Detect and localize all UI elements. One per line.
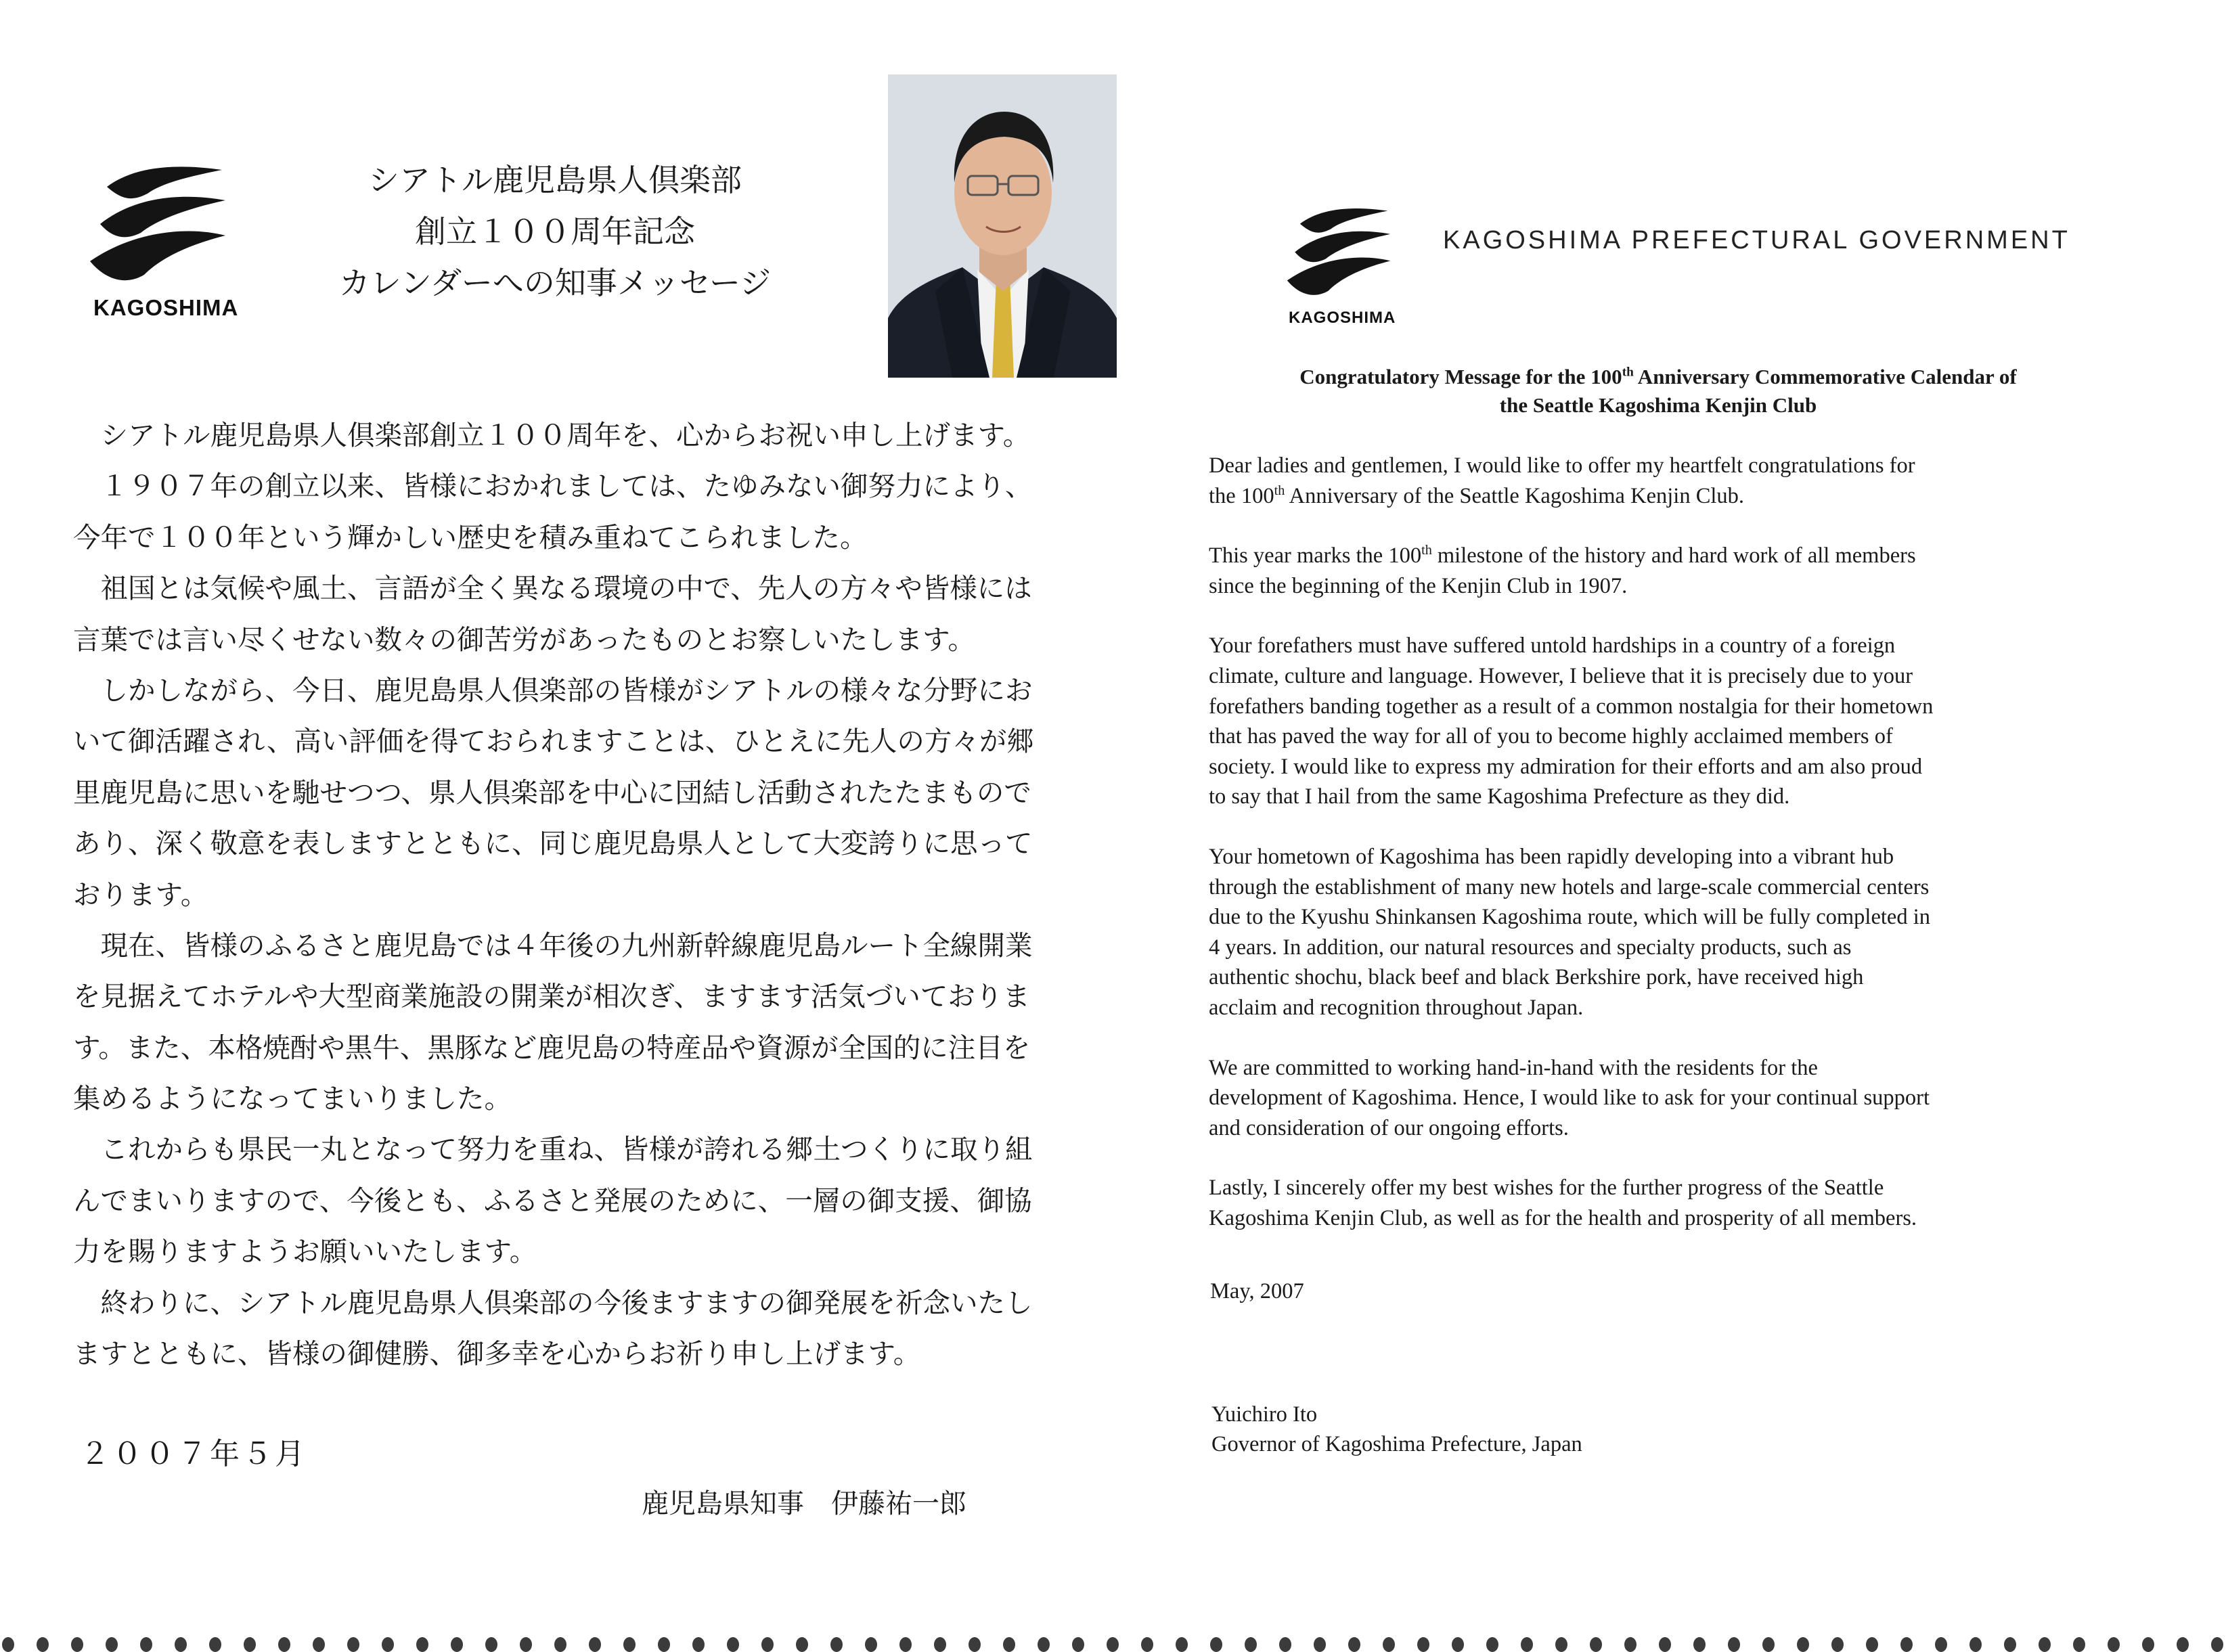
- binding-ring: [1590, 1637, 1602, 1652]
- kagoshima-logo-icon: [87, 160, 229, 288]
- binding-ring: [969, 1637, 981, 1652]
- en-paragraph: [1209, 1173, 2089, 1233]
- jp-body-line: んでまいりますので、今後とも、ふるさと発展のために、一層の御支援、御協: [73, 1184, 1032, 1217]
- en-line: development of Kagoshima. Hence, I would like to ask for your continual support: [1209, 1086, 1930, 1111]
- binding-ring: [796, 1637, 808, 1652]
- binding-ring: [2108, 1637, 2120, 1652]
- binding-ring: [2039, 1637, 2051, 1652]
- jp-title-line: シアトル鹿児島県人倶楽部: [368, 162, 742, 198]
- en-paragraph: [1209, 631, 2089, 812]
- binding-ring: [1107, 1637, 1119, 1652]
- jp-body-line: あり、深く敬意を表しますとともに、同じ鹿児島県人として大変誇りに思って: [73, 827, 1033, 860]
- en-line: through the establishment of many new hotels and large-scale commercial centers: [1209, 874, 1930, 899]
- en-line: the 100: [1209, 483, 1274, 508]
- binding-ring: [1245, 1637, 1257, 1652]
- binding-ring: [1003, 1637, 1015, 1652]
- en-line: milestone of the history and hard work of all members: [1431, 543, 1916, 568]
- en-sup: th: [1274, 483, 1285, 498]
- kagoshima-logo-icon: [1285, 203, 1393, 301]
- binding-ring: [209, 1637, 221, 1652]
- jp-body-line: 現在、皆様のふるさと鹿児島では４年後の九州新幹線鹿児島ルート全線開業: [73, 929, 1033, 962]
- binding-ring: [554, 1637, 566, 1652]
- en-paragraph: [1209, 451, 2089, 511]
- binding-ring: [2211, 1637, 2223, 1652]
- en-header: KAGOSHIMA PREFECTURAL GOVERNMENT: [1443, 226, 2070, 254]
- jp-date: ２００７年５月: [80, 1437, 307, 1471]
- binding-ring: [899, 1637, 912, 1652]
- en-paragraph: [1209, 1053, 2089, 1144]
- binding-ring: [1866, 1637, 1878, 1652]
- en-line: society. I would like to express my admiration for their efforts and am also proud: [1209, 754, 1923, 779]
- binding-ring: [727, 1637, 739, 1652]
- logo-text: KAGOSHIMA: [1289, 309, 1396, 327]
- binding-ring: [692, 1637, 705, 1652]
- en-line: authentic shochu, black beef and black Berkshire pork, have received high: [1209, 965, 1864, 990]
- binding-ring: [416, 1637, 428, 1652]
- en-line: Dear ladies and gentlemen, I would like to offer my heartfelt congratulations for: [1209, 453, 1915, 478]
- en-line: Anniversary of the Seattle Kagoshima Kenjin Club.: [1285, 483, 1745, 508]
- binding-ring: [1555, 1637, 1567, 1652]
- en-line: This year marks the 100: [1209, 543, 1422, 568]
- binding-ring: [1279, 1637, 1291, 1652]
- jp-body-line: 終わりに、シアトル鹿児島県人倶楽部の今後ますますの御発展を祈念いたし: [73, 1286, 1033, 1319]
- heading-text: Anniversary Commemorative Calendar of: [1633, 365, 2017, 388]
- jp-body-line: 力を賜りますようお願いいたします。: [73, 1235, 537, 1268]
- binding-ring: [1900, 1637, 1913, 1652]
- binding-ring: [1693, 1637, 1706, 1652]
- jp-body-line: しかしながら、今日、鹿児島県人倶楽部の皆様がシアトルの様々な分野にお: [73, 673, 1033, 707]
- binding-ring: [934, 1637, 946, 1652]
- binding-ring: [1624, 1637, 1637, 1652]
- en-line: due to the Kyushu Shinkansen Kagoshima route, which will be fully completed in: [1209, 905, 1930, 930]
- jp-body-line: 今年で１００年という輝かしい歴史を積み重ねてこられました。: [73, 520, 868, 554]
- logo-text: KAGOSHIMA: [93, 295, 239, 320]
- calendar-binding: [0, 1632, 2226, 1652]
- jp-body-line: ますとともに、皆様の御健勝、御多幸を心からお祈り申し上げます。: [73, 1337, 921, 1370]
- binding-ring: [2073, 1637, 2085, 1652]
- binding-ring: [1141, 1637, 1153, 1652]
- binding-ring: [1176, 1637, 1188, 1652]
- en-line: acclaim and recognition throughout Japan.: [1209, 995, 1584, 1020]
- jp-body-line: これからも県民一丸となって努力を重ね、皆様が誇れる郷土つくりに取り組: [73, 1133, 1033, 1166]
- binding-ring: [347, 1637, 359, 1652]
- en-heading: [1205, 363, 2112, 420]
- jp-body-line: を見据えてホテルや大型商業施設の開業が相次ぎ、ますます活気づいておりま: [73, 980, 1030, 1013]
- binding-ring: [37, 1637, 49, 1652]
- binding-ring: [1797, 1637, 1809, 1652]
- heading-text: the Seattle Kagoshima Kenjin Club: [1499, 393, 1817, 417]
- governor-portrait: [888, 74, 1117, 378]
- signature-name: Yuichiro Ito: [1211, 1402, 1318, 1427]
- jp-body-line: おります。: [73, 878, 208, 911]
- en-sup: th: [1421, 543, 1432, 558]
- binding-ring: [140, 1637, 152, 1652]
- binding-ring: [1831, 1637, 1844, 1652]
- binding-ring: [2177, 1637, 2189, 1652]
- jp-title: [298, 154, 812, 309]
- binding-ring: [1728, 1637, 1740, 1652]
- en-line: 4 years. In addition, our natural resources and specialty products, such as: [1209, 935, 1852, 960]
- en-line: We are committed to working hand-in-hand with the residents for the: [1209, 1055, 1818, 1080]
- en-line: forefathers banding together as a result of a common nostalgia for their hometown: [1209, 694, 1934, 719]
- binding-ring: [175, 1637, 187, 1652]
- en-paragraph: [1209, 541, 2089, 601]
- binding-ring: [1038, 1637, 1050, 1652]
- binding-ring: [1348, 1637, 1360, 1652]
- binding-ring: [2, 1637, 14, 1652]
- binding-ring: [106, 1637, 118, 1652]
- binding-ring: [520, 1637, 532, 1652]
- binding-ring: [244, 1637, 256, 1652]
- binding-ring: [485, 1637, 497, 1652]
- en-date: May, 2007: [1210, 1279, 1304, 1303]
- en-line: that has paved the way for all of you to become highly acclaimed members of: [1209, 724, 1893, 749]
- binding-ring: [658, 1637, 670, 1652]
- binding-ring: [589, 1637, 601, 1652]
- binding-ring: [1969, 1637, 1982, 1652]
- jp-message-body: [73, 410, 1149, 1379]
- en-line: to say that I hail from the same Kagoshima Prefecture as they did.: [1209, 784, 1790, 809]
- binding-ring: [761, 1637, 774, 1652]
- binding-ring: [313, 1637, 325, 1652]
- binding-ring: [1659, 1637, 1671, 1652]
- jp-body-line: 言葉では言い尽くせない数々の御苦労があったものとお察しいたします。: [73, 623, 975, 656]
- en-line: Your forefathers must have suffered untold hardships in a country of a foreign: [1209, 633, 1896, 658]
- binding-ring: [71, 1637, 83, 1652]
- binding-ring: [2004, 1637, 2016, 1652]
- binding-ring: [2142, 1637, 2154, 1652]
- en-message-body: [1209, 451, 2089, 1263]
- heading-text: Congratulatory Message for the 100: [1299, 365, 1622, 388]
- binding-ring: [1314, 1637, 1326, 1652]
- jp-body-line: す。また、本格焼酎や黒牛、黒豚など鹿児島の特産品や資源が全国的に注目を: [73, 1031, 1031, 1064]
- en-line: Kagoshima Kenjin Club, as well as for the health and prosperity of all members.: [1209, 1205, 1917, 1230]
- heading-sup: th: [1622, 365, 1634, 380]
- binding-ring: [1072, 1637, 1084, 1652]
- jp-body-line: いて御活躍され、高い評価を得ておられますことは、ひとえに先人の方々が郷: [73, 725, 1034, 758]
- jp-title-line: 創立１００周年記念: [415, 213, 695, 250]
- en-line: Your hometown of Kagoshima has been rapidly developing into a vibrant hub: [1209, 844, 1894, 869]
- jp-body-line: 集めるようになってまいりました。: [73, 1082, 512, 1115]
- binding-ring: [830, 1637, 843, 1652]
- binding-ring: [451, 1637, 463, 1652]
- en-line: since the beginning of the Kenjin Club in 1907.: [1209, 573, 1628, 598]
- binding-ring: [1210, 1637, 1222, 1652]
- jp-body-line: シアトル鹿児島県人倶楽部創立１００周年を、心からお祝い申し上げます。: [73, 419, 1031, 451]
- en-line: climate, culture and language. However, I believe that it is precisely due to your: [1209, 663, 1913, 688]
- binding-ring: [865, 1637, 877, 1652]
- en-paragraph: [1209, 842, 2089, 1023]
- binding-ring: [1486, 1637, 1498, 1652]
- jp-body-line: １９０７年の創立以来、皆様におかれましては、たゆみない御努力により、: [73, 470, 1033, 503]
- binding-ring: [623, 1637, 636, 1652]
- en-line: and consideration of our ongoing efforts.: [1209, 1115, 1569, 1140]
- binding-ring: [1521, 1637, 1533, 1652]
- en-signature: [1211, 1400, 1582, 1459]
- en-line: Lastly, I sincerely offer my best wishes for the further progress of the Seattle: [1209, 1176, 1884, 1201]
- jp-body-line: 里鹿児島に思いを馳せつつ、県人倶楽部を中心に団結し活動されたたまもので: [73, 776, 1031, 809]
- binding-ring: [1417, 1637, 1429, 1652]
- binding-ring: [278, 1637, 290, 1652]
- binding-ring: [1762, 1637, 1775, 1652]
- binding-ring: [1383, 1637, 1395, 1652]
- jp-body-line: 祖国とは気候や風土、言語が全く異なる環境の中で、先人の方々や皆様には: [73, 572, 1032, 605]
- jp-signature: 鹿児島県知事 伊藤祐一郎: [642, 1488, 966, 1519]
- portrait-image: [888, 74, 1117, 378]
- signature-title: Governor of Kagoshima Prefecture, Japan: [1211, 1432, 1582, 1456]
- binding-ring: [1452, 1637, 1464, 1652]
- jp-title-line: カレンダーへの知事メッセージ: [338, 265, 772, 301]
- binding-ring: [382, 1637, 394, 1652]
- binding-ring: [1935, 1637, 1947, 1652]
